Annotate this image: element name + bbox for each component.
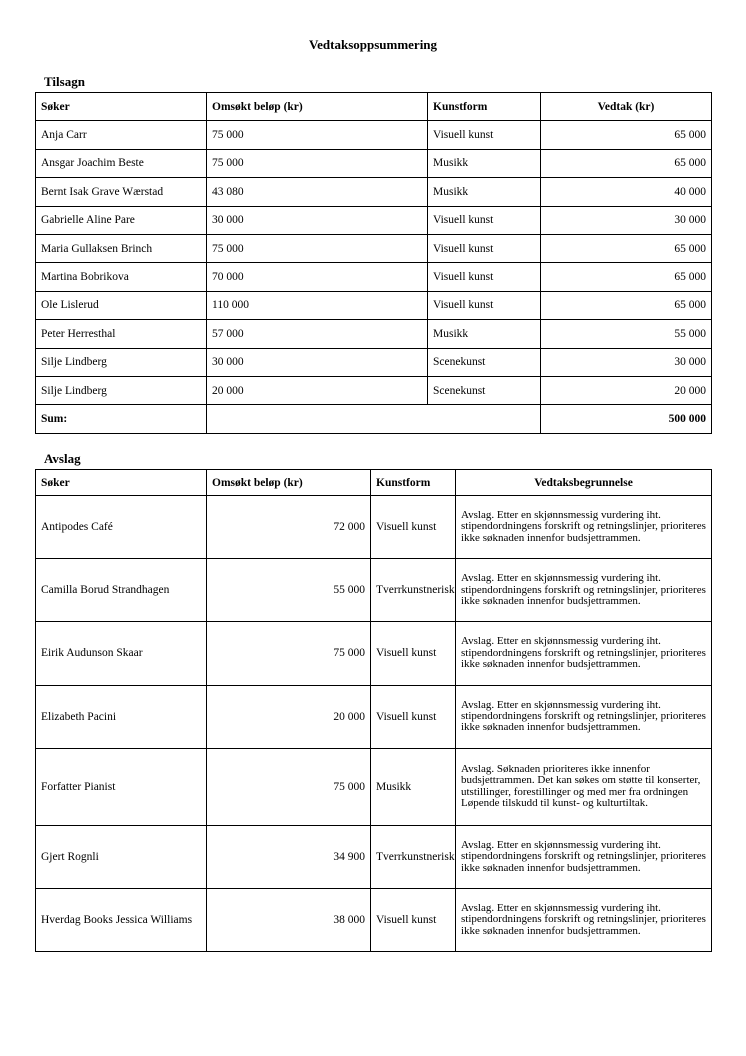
cell-soker: Forfatter Pianist (36, 748, 207, 825)
cell-soker: Camilla Borud Strandhagen (36, 559, 207, 622)
table-row (36, 559, 712, 622)
cell-vedtak: 20 000 (541, 376, 712, 404)
avslag-heading: Avslag (44, 451, 81, 466)
cell-kunstform: Visuell kunst (428, 234, 541, 262)
cell-vedtaksbegrunnelse: Avslag. Etter en skjønnsmessig vurdering iht. stipendordningens forskrift og retningslinjer, prioriteres ikke søknaden innenfor budsjettrammen. (456, 496, 712, 559)
cell-kunstform: Visuell kunst (371, 685, 456, 748)
table-row (36, 206, 712, 234)
cell-soker: Ansgar Joachim Beste (36, 149, 207, 177)
cell-vedtak: 65 000 (541, 149, 712, 177)
tilsagn-header-row (36, 93, 712, 121)
cell-kunstform: Visuell kunst (371, 496, 456, 559)
table-row (36, 622, 712, 685)
table-row (36, 376, 712, 404)
cell-omsokt-belop: 75 000 (207, 121, 428, 149)
cell-omsokt-belop: 57 000 (207, 320, 428, 348)
sum-label: Sum: (36, 405, 207, 433)
header-soker: Søker (36, 470, 207, 496)
avslag-header-row (36, 470, 712, 496)
cell-vedtaksbegrunnelse: Avslag. Etter en skjønnsmessig vurdering iht. stipendordningens forskrift og retningslinjer, prioriteres ikke søknaden innenfor budsjettrammen. (456, 559, 712, 622)
cell-omsokt-belop: 20 000 (207, 685, 371, 748)
cell-vedtak: 65 000 (541, 263, 712, 291)
cell-omsokt-belop: 75 000 (207, 622, 371, 685)
cell-kunstform: Tverrkunstnerisk (371, 825, 456, 888)
cell-omsokt-belop: 55 000 (207, 559, 371, 622)
cell-kunstform: Visuell kunst (371, 622, 456, 685)
cell-omsokt-belop: 20 000 (207, 376, 428, 404)
cell-vedtaksbegrunnelse: Avslag. Etter en skjønnsmessig vurdering iht. stipendordningens forskrift og retningslinjer, prioriteres ikke søknaden innenfor budsjettrammen. (456, 888, 712, 951)
header-kunstform: Kunstform (428, 93, 541, 121)
header-vedtak: Vedtak (kr) (541, 93, 712, 121)
avslag-table (35, 469, 712, 952)
cell-omsokt-belop: 34 900 (207, 825, 371, 888)
cell-kunstform: Visuell kunst (428, 121, 541, 149)
cell-omsokt-belop: 38 000 (207, 888, 371, 951)
sum-value: 500 000 (541, 405, 712, 433)
cell-soker: Peter Herresthal (36, 320, 207, 348)
table-row (36, 320, 712, 348)
cell-omsokt-belop: 30 000 (207, 206, 428, 234)
cell-kunstform: Musikk (428, 149, 541, 177)
header-omsokt-belop: Omsøkt beløp (kr) (207, 93, 428, 121)
cell-vedtak: 30 000 (541, 348, 712, 376)
cell-soker: Ole Lislerud (36, 291, 207, 319)
cell-soker: Antipodes Café (36, 496, 207, 559)
sum-empty-cell (207, 405, 541, 433)
table-row (36, 291, 712, 319)
header-omsokt-belop: Omsøkt beløp (kr) (207, 470, 371, 496)
cell-soker: Hverdag Books Jessica Williams (36, 888, 207, 951)
cell-soker: Elizabeth Pacini (36, 685, 207, 748)
cell-omsokt-belop: 70 000 (207, 263, 428, 291)
table-row (36, 121, 712, 149)
header-vedtaksbegrunnelse: Vedtaksbegrunnelse (456, 470, 712, 496)
cell-omsokt-belop: 110 000 (207, 291, 428, 319)
cell-vedtak: 30 000 (541, 206, 712, 234)
tilsagn-table (35, 92, 712, 434)
sum-row (36, 405, 712, 433)
cell-soker: Bernt Isak Grave Wærstad (36, 178, 207, 206)
cell-vedtaksbegrunnelse: Avslag. Etter en skjønnsmessig vurdering iht. stipendordningens forskrift og retningslinjer, prioriteres ikke søknaden innenfor budsjettrammen. (456, 685, 712, 748)
cell-vedtak: 65 000 (541, 291, 712, 319)
cell-omsokt-belop: 75 000 (207, 149, 428, 177)
header-soker: Søker (36, 93, 207, 121)
page-title: Vedtaksoppsummering (308, 37, 438, 52)
table-row (36, 149, 712, 177)
cell-kunstform: Scenekunst (428, 376, 541, 404)
cell-omsokt-belop: 75 000 (207, 234, 428, 262)
avslag-body (36, 496, 712, 952)
cell-kunstform: Musikk (428, 320, 541, 348)
cell-soker: Martina Bobrikova (36, 263, 207, 291)
cell-kunstform: Tverrkunstnerisk (371, 559, 456, 622)
header-kunstform: Kunstform (371, 470, 456, 496)
table-row (36, 888, 712, 951)
cell-soker: Silje Lindberg (36, 376, 207, 404)
tilsagn-body (36, 121, 712, 405)
cell-kunstform: Scenekunst (428, 348, 541, 376)
table-row (36, 178, 712, 206)
table-row (36, 496, 712, 559)
table-row (36, 348, 712, 376)
cell-soker: Gabrielle Aline Pare (36, 206, 207, 234)
cell-omsokt-belop: 72 000 (207, 496, 371, 559)
cell-kunstform: Visuell kunst (371, 888, 456, 951)
cell-omsokt-belop: 30 000 (207, 348, 428, 376)
cell-kunstform: Musikk (428, 178, 541, 206)
cell-omsokt-belop: 75 000 (207, 748, 371, 825)
table-row (36, 825, 712, 888)
cell-vedtaksbegrunnelse: Avslag. Etter en skjønnsmessig vurdering iht. stipendordningens forskrift og retningslinjer, prioriteres ikke søknaden innenfor budsjettrammen. (456, 825, 712, 888)
cell-vedtak: 65 000 (541, 121, 712, 149)
cell-omsokt-belop: 43 080 (207, 178, 428, 206)
table-row (36, 234, 712, 262)
table-row (36, 263, 712, 291)
cell-soker: Silje Lindberg (36, 348, 207, 376)
cell-kunstform: Visuell kunst (428, 291, 541, 319)
cell-vedtak: 65 000 (541, 234, 712, 262)
cell-soker: Gjert Rognli (36, 825, 207, 888)
table-row (36, 748, 712, 825)
cell-soker: Anja Carr (36, 121, 207, 149)
cell-vedtaksbegrunnelse: Avslag. Søknaden prioriteres ikke innenfor budsjettrammen. Det kan søkes om støtte til konserter, utstillinger, forestillinger og med mer fra ordningen Løpende tilskudd til kunst- og kulturtiltak. (456, 748, 712, 825)
cell-vedtak: 55 000 (541, 320, 712, 348)
cell-kunstform: Musikk (371, 748, 456, 825)
cell-kunstform: Visuell kunst (428, 206, 541, 234)
table-row (36, 685, 712, 748)
cell-kunstform: Visuell kunst (428, 263, 541, 291)
cell-vedtak: 40 000 (541, 178, 712, 206)
cell-vedtaksbegrunnelse: Avslag. Etter en skjønnsmessig vurdering iht. stipendordningens forskrift og retningslinjer, prioriteres ikke søknaden innenfor budsjettrammen. (456, 622, 712, 685)
cell-soker: Maria Gullaksen Brinch (36, 234, 207, 262)
tilsagn-heading: Tilsagn (44, 74, 85, 89)
cell-soker: Eirik Audunson Skaar (36, 622, 207, 685)
